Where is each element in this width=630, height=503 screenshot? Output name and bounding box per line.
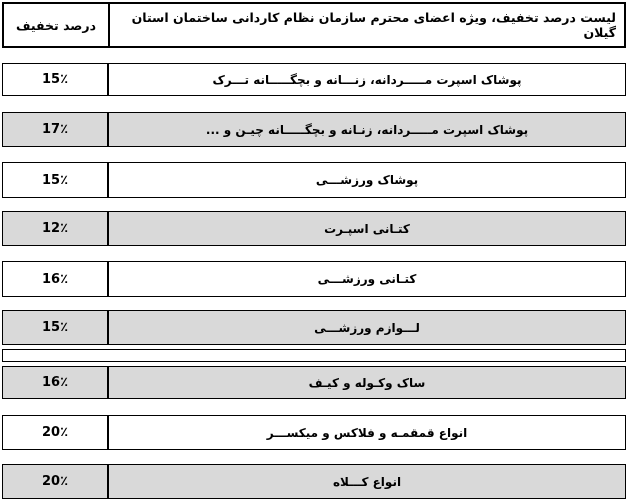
discount-percent: 17٪ (3, 113, 109, 146)
table-row (2, 310, 626, 345)
table-row (2, 415, 626, 450)
table-row (2, 366, 626, 399)
product-name: پوشاک اسپرت مـــــردانه، زنـانه و بچگـــــانه چیـن و ... (205, 122, 529, 137)
discount-percent: 16٪ (3, 367, 109, 398)
product-name: پوشاک اسپرت مـــــردانه، زنـــانه و بچگـــــانه تـــرک (212, 72, 522, 87)
discount-percent: 20٪ (3, 416, 109, 449)
discount-percent: 20٪ (3, 465, 109, 498)
product-name: انواع کـــلاه (332, 474, 402, 489)
table-row (2, 464, 626, 499)
product-name: ساک وکـوله و کیـف (308, 375, 426, 390)
table-row (2, 211, 626, 246)
table-row (2, 112, 626, 147)
discount-percent: 15٪ (3, 311, 109, 344)
table-row (2, 162, 626, 198)
discount-percent: 15٪ (3, 163, 109, 197)
product-name: انواع قمقمـه و فلاکس و میکســـر (266, 425, 468, 440)
discount-percent: 12٪ (3, 212, 109, 245)
product-name: کتـانی ورزشـــی (317, 272, 417, 286)
discount-percent: 16٪ (3, 262, 109, 296)
table-header (2, 2, 626, 48)
header-percent-label: درصد تخفیف (4, 4, 110, 46)
product-name: پوشاک ورزشـــی (315, 173, 419, 187)
table-row (2, 63, 626, 96)
header-title: لیست درصد تخفیف، ویژه اعضای محترم سازمان نظام کاردانی ساختمان استان گیلان (131, 10, 616, 40)
product-name: لـــوازم ورزشـــی (314, 320, 420, 335)
table-spacer-row (2, 349, 626, 362)
discount-percent: 15٪ (3, 64, 109, 95)
product-name: کتـانی اسپـرت (324, 221, 410, 236)
table-row (2, 261, 626, 297)
